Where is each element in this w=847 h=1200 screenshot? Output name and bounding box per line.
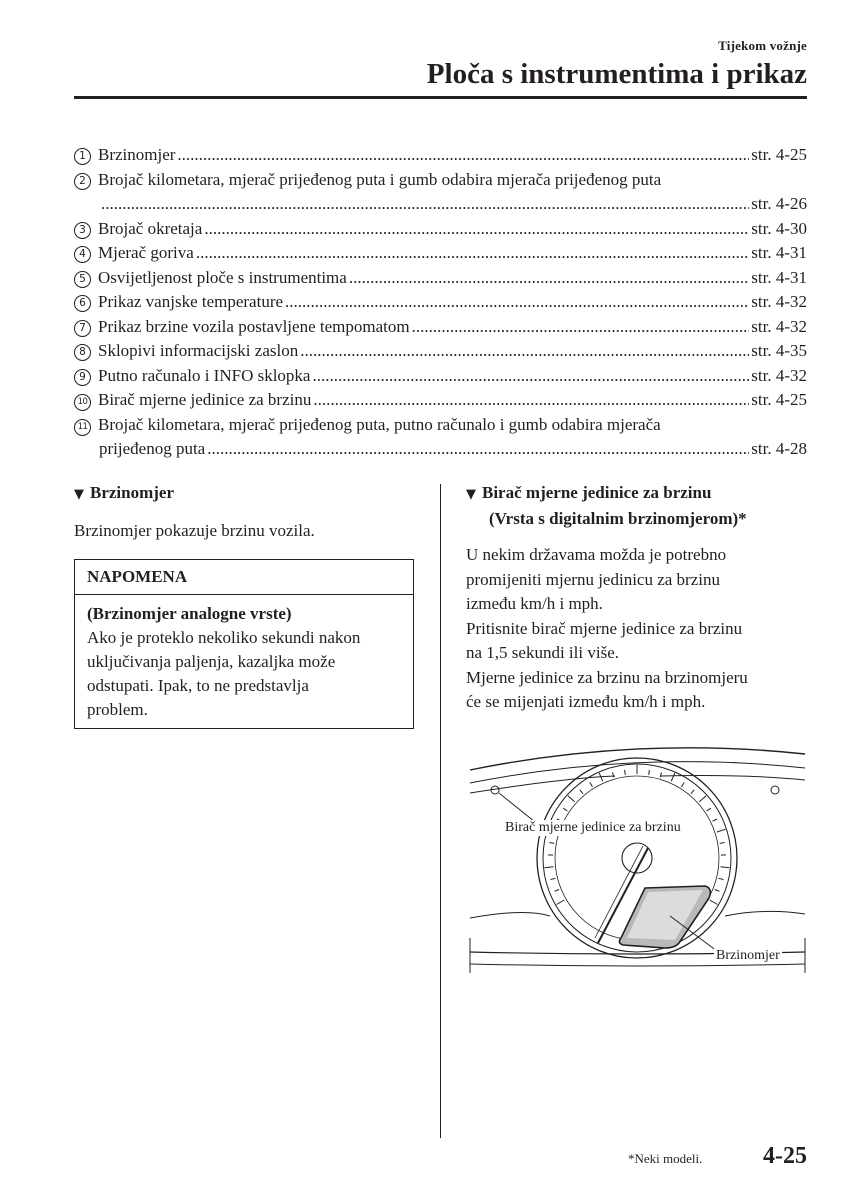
toc-page-ref: str. 4-32 <box>751 292 807 311</box>
toc-line <box>74 241 807 266</box>
toc-title: Brzinomjer <box>98 145 176 164</box>
toc-entry <box>74 266 807 291</box>
page-title: Ploča s instrumentima i prikaz <box>426 58 807 90</box>
gauge-tick <box>568 796 575 802</box>
toc-title: Prikaz brzine vozila postavljene tempomatom <box>98 316 410 336</box>
note-line: problem. <box>87 699 148 719</box>
unit-selector-heading-sub: (Vrsta s digitalnim brzinomjerom)* <box>489 509 747 528</box>
toc-number-badge: 5 <box>74 271 91 288</box>
note-title: NAPOMENA <box>75 560 413 595</box>
toc-line <box>74 217 807 242</box>
toc-line <box>74 339 807 364</box>
toc-entry <box>74 413 807 462</box>
toc-entry <box>74 290 807 315</box>
toc-entry <box>74 143 807 168</box>
toc-number-badge: 1 <box>74 148 91 165</box>
gauge-tick <box>715 890 720 892</box>
gauge-tick <box>557 900 565 905</box>
toc-line <box>74 315 807 340</box>
toc-page-ref: str. 4-32 <box>751 365 807 385</box>
gauge-tick <box>710 900 718 905</box>
triangle-marker-icon: ▼ <box>466 487 476 502</box>
note-subtitle: (Brzinomjer analogne vrste) <box>87 603 292 623</box>
toc-line <box>74 437 807 462</box>
toc-entry <box>74 339 807 364</box>
paragraph-line: Mjerne jedinice za brzinu na brzinomjeru <box>466 667 748 687</box>
toc-page-ref: str. 4-25 <box>751 145 807 164</box>
toc-number-badge: 7 <box>74 320 91 337</box>
toc-line <box>74 143 807 168</box>
left-column <box>74 481 414 729</box>
gauge-tick <box>699 796 706 802</box>
label-speedometer: Brzinomjer <box>716 948 780 963</box>
toc-entry <box>74 364 807 389</box>
toc-dot-leader <box>300 339 749 364</box>
toc-page-ref: str. 4-31 <box>751 267 807 287</box>
toc-number-badge: 10 <box>74 394 91 411</box>
section-label: Tijekom vožnje <box>718 38 807 53</box>
gauge-tick <box>719 878 724 879</box>
paragraph-line: između km/h i mph. <box>466 594 603 613</box>
toc-number-badge: 3 <box>74 222 91 239</box>
table-of-contents <box>74 143 807 462</box>
paragraph-line: U nekim državama možda je potrebno <box>466 545 727 564</box>
toc-line <box>74 168 807 193</box>
gauge-tick <box>713 819 718 821</box>
toc-title: Putno računalo i INFO sklopka <box>98 365 311 385</box>
toc-dot-leader <box>207 437 749 462</box>
gauge-tick <box>625 770 626 775</box>
toc-title: Brojač okretaja <box>98 218 203 238</box>
toc-number-badge: 8 <box>74 344 91 361</box>
gauge-tick <box>717 829 726 832</box>
toc-title: Prikaz vanjske temperature <box>98 292 284 311</box>
toc-page-ref: str. 4-30 <box>751 218 807 238</box>
toc-dot-leader <box>313 388 749 413</box>
toc-title: Brojač kilometara, mjerač prijeđenog puta i gumb odabira mjerača prijeđenog puta <box>98 169 662 189</box>
note-box <box>74 559 414 729</box>
toc-line <box>74 413 807 438</box>
toc-entry <box>74 388 807 413</box>
toc-line <box>74 192 807 217</box>
toc-line <box>74 388 807 413</box>
toc-dot-leader <box>204 217 749 242</box>
speedometer-heading-text: Brzinomjer <box>90 483 175 502</box>
unit-selector-description <box>466 543 808 715</box>
toc-title: Birač mjerne jedinice za brzinu <box>98 390 312 409</box>
paragraph-line: na 1,5 sekundi ili više. <box>466 643 619 662</box>
unit-selector-heading <box>466 481 808 531</box>
gauge-tick <box>549 843 554 844</box>
gauge-tick <box>707 808 711 811</box>
footnote: *Neki modeli. <box>628 1151 703 1166</box>
toc-number-badge: 11 <box>74 419 91 436</box>
paragraph-line: Pritisnite birač mjerne jedinice za brzinu <box>466 618 743 638</box>
toc-line <box>74 266 807 291</box>
toc-number-badge: 4 <box>74 246 91 263</box>
toc-entry <box>74 168 807 217</box>
toc-title: Mjerač goriva <box>98 243 194 262</box>
gauge-tick <box>555 890 560 892</box>
toc-dot-leader <box>285 290 749 315</box>
gauge-tick <box>720 843 725 844</box>
gauge-tick <box>649 770 650 775</box>
speedometer-description: Brzinomjer pokazuje brzinu vozila. <box>74 521 315 540</box>
toc-line <box>74 290 807 315</box>
unit-selector-heading-text: Birač mjerne jedinice za brzinu <box>482 483 712 502</box>
gauge-tick <box>660 772 661 777</box>
label-unit-selector: Birač mjerne jedinice za brzinu <box>505 820 681 835</box>
toc-title: prijeđenog puta <box>99 439 206 458</box>
gauge-tick <box>671 773 675 781</box>
note-body <box>75 595 413 728</box>
toc-title: Brojač kilometara, mjerač prijeđenog puta, putno računalo i gumb odabira mjerača <box>98 414 661 434</box>
toc-page-ref: str. 4-26 <box>751 194 807 213</box>
toc-entry <box>74 217 807 242</box>
toc-dot-leader <box>412 315 750 340</box>
speedometer-heading <box>74 481 414 507</box>
paragraph-line: će se mijenjati između km/h i mph. <box>466 692 706 711</box>
gauge-tick <box>590 783 593 787</box>
toc-dot-leader <box>312 364 749 389</box>
gauge-tick <box>691 790 694 794</box>
triangle-marker-icon: ▼ <box>74 487 84 502</box>
toc-number-badge: 2 <box>74 173 91 190</box>
column-divider <box>440 484 441 1138</box>
toc-page-ref: str. 4-35 <box>751 341 807 360</box>
right-column <box>466 481 808 715</box>
gauge-tick <box>563 808 567 811</box>
toc-title: Sklopivi informacijski zaslon <box>98 341 299 360</box>
toc-dot-leader <box>101 192 749 217</box>
toc-dot-leader <box>177 143 749 168</box>
toc-page-ref: str. 4-31 <box>751 243 807 262</box>
note-line: Ako je proteklo nekoliko sekundi nakon <box>87 627 361 647</box>
note-line: uključivanja paljenja, kazaljka može <box>87 651 336 671</box>
toc-number-badge: 6 <box>74 295 91 312</box>
note-line: odstupati. Ipak, to ne predstavlja <box>87 675 309 695</box>
gauge-tick <box>545 867 554 868</box>
gauge-tick <box>551 878 556 879</box>
gauge-tick <box>682 783 685 787</box>
gauge-tick <box>580 790 583 794</box>
toc-dot-leader <box>196 241 749 266</box>
toc-number-badge: 9 <box>74 369 91 386</box>
toc-dot-leader <box>349 266 749 291</box>
page-number: 4-25 <box>763 1143 807 1169</box>
cluster-drawing <box>465 738 810 973</box>
toc-page-ref: str. 4-25 <box>751 390 807 409</box>
toc-entry <box>74 315 807 340</box>
toc-page-ref: str. 4-28 <box>751 439 807 458</box>
gauge-tick <box>721 867 730 868</box>
toc-line <box>74 364 807 389</box>
toc-entry <box>74 241 807 266</box>
instrument-cluster-illustration <box>465 738 810 973</box>
toc-page-ref: str. 4-32 <box>751 316 807 336</box>
header-rule <box>74 96 807 99</box>
paragraph-line: promijeniti mjernu jedinicu za brzinu <box>466 569 720 589</box>
toc-title: Osvijetljenost ploče s instrumentima <box>98 267 347 287</box>
